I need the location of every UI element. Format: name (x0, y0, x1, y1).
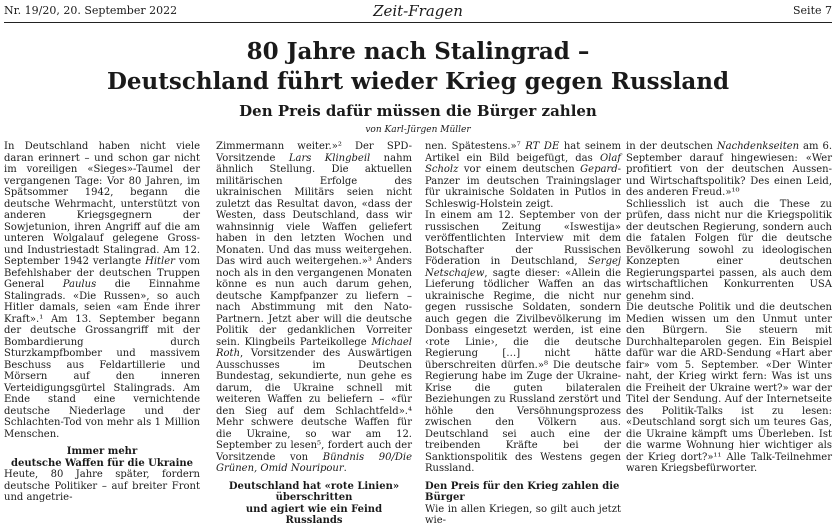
text-run: hat seinem Artikel ein Bild beigefügt, das (425, 141, 621, 164)
issue-number: Nr. 19/20, 20. September 2022 (4, 4, 178, 17)
name-nouripour: Bündnis 90/Die Grünen, Omid Nouripour (216, 451, 412, 474)
text-run: In einem am 12. September von der russischen Zeitung «Iswestija» veröffentlichten Interview mit dem Botschafter der Russischen Föderation in Deutschland, (425, 210, 621, 267)
header-rule (4, 22, 832, 23)
text-run: , Vorsitzender des Auswärtigen Ausschusses im Deutschen Bundestag, sekundierte, nun gehe es darum, die Ukraine schnell mit weiteren Waffen zu beliefern – «für den Sieg auf dem Schlachtfeld».⁴ Mehr schwere deutsche Waffen für die Ukraine, so war am 12. September zu lesen⁵, fordert auch der Vorsitzende von (216, 348, 412, 463)
text-run: nen. Spätestens.»⁷ (425, 141, 526, 152)
text-run: -Panzer im deutschen Trainingslager für ukrainische Soldaten in Putlos in Schleswig-Holstein zeigt. (425, 164, 621, 210)
column-2 (216, 141, 412, 527)
section-heading-line-2: und agiert wie ein Feind Russlands (245, 503, 383, 526)
name-nachdenkseiten: Nachdenkseiten (716, 141, 800, 152)
paragraph: Schliesslich ist auch die These zu prüfen, dass nicht nur die Kriegspolitik der deutschen Regierung, sondern auch die fatalen Folgen für die deutsche Bevölkerung sowohl zu ideologischen Konzepten einer deutschen Regierungspartei passen, als auch dem wirtschaftlichen Konkurrenten USA genehm sind. (626, 198, 832, 302)
text-run: vor einem deutschen (458, 164, 581, 175)
name-roth: Michael Roth (216, 336, 412, 359)
byline: von Karl-Jürgen Müller (365, 125, 471, 135)
section-heading-line-1: Deutschland hat «rote Linien» überschritten (228, 480, 400, 503)
paragraph (4, 141, 200, 440)
paragraph: Heute, 80 Jahre später, fordern deutsche Politiker – auf breiter Front und angetrie- (4, 469, 200, 503)
column-4 (626, 141, 832, 475)
column-1 (4, 141, 200, 504)
name-paulus: Paulus (62, 279, 97, 290)
paragraph (425, 141, 621, 210)
text-run: nahm ähnlich Stellung. Die aktuellen militärischen Erfolge des ukrainischen Militärs seien nicht zuletzt das Resultat davon, «dass der Westen, dass Deutschland, dass wir wahnsinnig viele Waffen geliefert haben in den letzten Wochen und Monaten. Und das muss weitergehen. Das wird auch weitergehen.»³ Anders noch als in den vergangenen Monaten könne es nun auch darum gehen, deutsche Kampfpanzer zu liefern – nach Abstimmung mit den Nato-Partnern. Jetzt aber will die deutsche Politik der gedanklichen Vorreiter sein. Klingbeils Parteikollege (216, 152, 412, 348)
text-run: vom Befehlshaber der deutschen Truppen General (4, 256, 200, 290)
name-klingbeil: Lars Klingbeil (288, 152, 371, 164)
paragraph: Die deutsche Politik und die deutschen Medien wissen um den Unmut unter den Bürgern. Sie steuern mit Durchhalteparolen gegen. Ein Beispiel dafür war die ARD-Sendung «Hart aber fair» vom 5. September. «Der Winter naht, der Krieg wirkt fern: Was ist uns die Freiheit der Ukraine wert?» war der Titel der Sendung. Auf der Internetseite des Politik-Talks ist zu lesen: «Deutschland sorgt sich um teures Gas, die Ukraine kämpft ums Überleben. Ist die warme Wohnung hier wichtiger als der Krieg dort?»¹¹ Alle Talk-Teilnehmer waren Kriegsbefürworter. (626, 302, 832, 474)
paragraph (626, 141, 832, 199)
paragraph (216, 141, 412, 475)
paragraph (425, 210, 621, 475)
text-run: am 6. September darauf hingewiesen: «Wer profitiert von der deutschen Aussen- und Wirtschaftspolitik? Des einen Leid, des anderen Freud.»¹⁰ (626, 141, 832, 198)
name-netschajew: Sergej Netschajew (425, 256, 621, 279)
section-heading (4, 446, 200, 469)
text-run: . (343, 463, 347, 474)
headline-line-1: 80 Jahre nach Stalingrad – (246, 38, 590, 65)
text-run: in der deutschen (626, 141, 717, 152)
text-run: die Einnahme Stalingrads. «Die Russen», so auch Hitler damals, seien «am Ende ihrer Kraft».¹ Am 13. September begann der deutsche Grossangriff mit der Bombardierung durch Sturzkampfbomber und massivem Beschuss aus Feldartillerie und Mörsern auf den inneren Verteidigungsgürtel Stalingrads. Am Ende stand eine vernichtende deutsche Niederlage und der Schlachten-Tod von mehr als 1 Million Menschen. (4, 279, 200, 440)
text-run: In Deutschland haben nicht viele daran erinnert – und schon gar nicht im voreiligen «Sieges»-Taumel der vergangenen Tage: Vor 80 Jahren, im Spätsommer 1942, begann die deutsche Wehrmacht, unterstützt von anderen Kriegsgegnern der Sowjetunion, ihren Angriff auf die am unteren Wolgalauf gelegene Gross- und Industriestadt Stalingrad. Am 12. September 1942 verlangte (4, 141, 200, 267)
column-3 (425, 141, 621, 527)
subheadline: Den Preis dafür müssen die Bürger zahlen (239, 102, 597, 120)
text-run: , sagte dieser: «Allein die Lieferung tödlicher Waffen an das ukrainische Regime, die nicht nur gegen russische Soldaten, sondern auch gegen die Zivilbevölkerung im Donbass eingesetzt werden, ist eine ‹rote Linie›, die die deutsche Regierung […] nicht hätte überschreiten dürfen.»⁸ Die deutsche Regierung habe im Zuge der Ukraine-Krise die guten bilateralen Beziehungen zu Russland zerstört und höhle den Versöhnungsprozess zwischen den Völkern aus. Deutschland sei auch eine der treibenden Kräfte bei der Sanktionspolitik des Westens gegen Russland. (425, 267, 621, 474)
name-rtde: RT DE (525, 141, 560, 152)
page-number: Seite 7 (793, 4, 832, 17)
headline (0, 37, 836, 97)
page-header (4, 2, 832, 20)
section-heading-line-1: Immer mehr (66, 446, 138, 457)
text-run: Zimmermann weiter.»² Der SPD-Vorsitzende (216, 141, 412, 164)
name-hitler: Hitler (145, 256, 175, 267)
headline-line-2: Deutschland führt wieder Krieg gegen Russland (106, 68, 730, 95)
section-heading: Den Preis für den Krieg zahlen die Bürger (425, 480, 620, 503)
section-heading-line-2: deutsche Waffen für die Ukraine (10, 457, 194, 469)
name-gepard: Gepard (580, 164, 618, 175)
section-heading (216, 481, 412, 527)
paragraph: Wie in allen Kriegen, so gilt auch jetzt wie- (425, 503, 621, 526)
publication-title: Zeit-Fragen (373, 2, 463, 20)
name-scholz: Olaf Scholz (425, 152, 621, 175)
